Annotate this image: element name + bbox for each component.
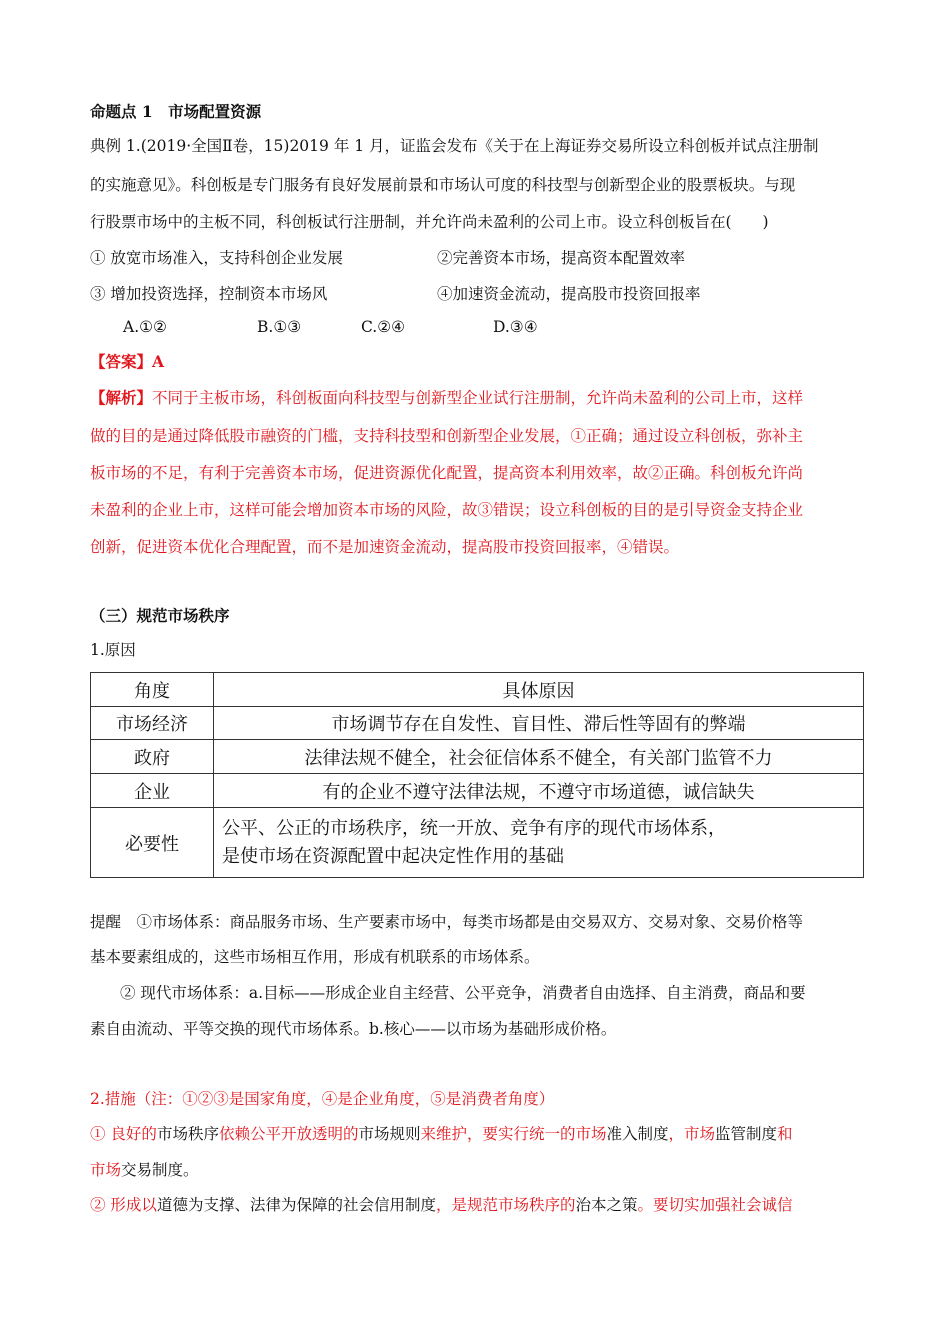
section-heading: 命题点 1 市场配置资源 bbox=[90, 102, 262, 121]
m1-part-3: 依赖公平开放透明的 bbox=[218, 1125, 359, 1143]
m1-part-9: 和 bbox=[777, 1125, 793, 1143]
m2-part-2: 道德为支撑、法律为保障的 bbox=[156, 1196, 343, 1214]
analysis-line-1-text: 不同于主板市场，科创板面向科技型与创新型企业试行注册制，允许尚未盈利的公司上市，这样 bbox=[152, 389, 804, 407]
row-label: 必要性 bbox=[91, 808, 214, 878]
analysis-line-2: 做的目的是通过降低股市融资的门槛，支持科技型和创新型企业发展，①正确；通过设立科创板，弥补主 bbox=[90, 427, 804, 445]
m1-part-7: ，市场 bbox=[668, 1125, 716, 1143]
measure-1-line-1 bbox=[90, 1124, 865, 1144]
necessity-line-2: 是使市场在资源配置中起决定性作用的基础 bbox=[222, 845, 564, 867]
answer: 【答案】A bbox=[90, 352, 165, 371]
statement-3: ③ 增加投资选择，控制资本市场风 bbox=[90, 285, 328, 303]
example-line-2: 的实施意见》。科创板是专门服务有良好发展前景和市场认可度的科技型与创新型企业的股票板块。与现 bbox=[90, 176, 796, 194]
m2-part-7: 。要切实加强社会诚信 bbox=[637, 1196, 793, 1214]
analysis-line-5: 创新，促进资本优化合理配置，而不是加速资金流动，提高股市投资回报率，④错误。 bbox=[90, 538, 680, 556]
m1-line2-b: 交易制度。 bbox=[121, 1161, 199, 1179]
option-d: D.③④ bbox=[493, 318, 538, 336]
option-b: B.①③ bbox=[257, 318, 302, 336]
necessity-line-1: 公平、公正的市场秩序，统一开放、竞争有序的现代市场体系， bbox=[222, 817, 726, 839]
table-row bbox=[91, 808, 864, 878]
m1-line2-a: 市场 bbox=[90, 1161, 122, 1179]
measure-1-line-2 bbox=[90, 1160, 865, 1180]
m1-part-5: 来维护，要实行统一的市场 bbox=[420, 1125, 607, 1143]
table-row bbox=[91, 740, 864, 774]
m1-part-1: ① 良好的 bbox=[90, 1125, 157, 1143]
example-line-3 bbox=[90, 212, 865, 232]
measures-title: 2.措施（注：①②③是国家角度，④是企业角度，⑤是消费者角度） bbox=[90, 1090, 555, 1108]
table-row bbox=[91, 774, 864, 808]
analysis-line-1 bbox=[90, 388, 865, 408]
table-row bbox=[91, 707, 864, 740]
row-label: 企业 bbox=[91, 774, 214, 808]
analysis-label: 【解析】 bbox=[90, 388, 153, 407]
statement-1: ① 放宽市场准入，支持科创企业发展 bbox=[90, 249, 343, 267]
example-line-3-text: 行股票市场中的主板不同，科创板试行注册制，并允许尚未盈利的公司上市。设立科创板旨在( ) bbox=[90, 213, 769, 231]
reasons-subheading: 1.原因 bbox=[90, 641, 136, 659]
header-cell-angle: 角度 bbox=[91, 673, 214, 707]
table-header-row bbox=[91, 673, 864, 707]
section-3-heading: （三）规范市场秩序 bbox=[90, 606, 230, 625]
row-text: 法律法规不健全，社会征信体系不健全，有关部门监管不力 bbox=[214, 740, 864, 774]
m1-part-6: 准入制度 bbox=[606, 1125, 669, 1143]
option-a: A.①② bbox=[123, 318, 167, 336]
m2-part-4: 社会信用制度 bbox=[342, 1196, 436, 1214]
reminder-line-1: 提醒 ①市场体系：商品服务市场、生产要素市场中，每类市场都是由交易双方、交易对象、交易价格等 bbox=[90, 913, 804, 931]
row-label: 政府 bbox=[91, 740, 214, 774]
reminder-line-4: 素自由流动、平等交换的现代市场体系。b.核心——以市场为基础形成价格。 bbox=[90, 1020, 617, 1038]
m2-part-6: 治本之策 bbox=[575, 1196, 638, 1214]
m1-part-4: 市场规则 bbox=[358, 1125, 421, 1143]
measure-2-line-1 bbox=[90, 1195, 865, 1215]
statement-4: ④加速资金流动，提高股市投资回报率 bbox=[437, 285, 701, 303]
reasons-table bbox=[90, 672, 864, 878]
analysis-line-4: 未盈利的企业上市，这样可能会增加资本市场的风险，故③错误；设立科创板的目的是引导资金支持企业 bbox=[90, 501, 804, 519]
row-label: 市场经济 bbox=[91, 707, 214, 740]
row-text: 市场调节存在自发性、盲目性、滞后性等固有的弊端 bbox=[214, 707, 864, 740]
analysis-line-3: 板市场的不足，有利于完善资本市场，促进资源优化配置，提高资本利用效率，故②正确。科创板允许尚 bbox=[90, 464, 804, 482]
option-c: C.②④ bbox=[361, 318, 406, 336]
example-line-1: 典例 1.(2019·全国Ⅱ卷，15)2019 年 1 月，证监会发布《关于在上海证券交易所设立科创板并试点注册制 bbox=[90, 137, 819, 155]
m1-part-2: 市场秩序 bbox=[156, 1125, 219, 1143]
reminder-line-3: ② 现代市场体系：a.目标——形成企业自主经营、公平竞争，消费者自由选择、自主消费，商品和要 bbox=[120, 984, 806, 1002]
header-cell-reason: 具体原因 bbox=[214, 673, 864, 707]
reminder-line-2: 基本要素组成的，这些市场相互作用，形成有机联系的市场体系。 bbox=[90, 948, 540, 966]
m1-part-8: 监管制度 bbox=[715, 1125, 778, 1143]
row-text: 有的企业不遵守法律法规，不遵守市场道德，诚信缺失 bbox=[214, 774, 864, 808]
statement-2: ②完善资本市场，提高资本配置效率 bbox=[437, 249, 686, 267]
m2-part-1: ② 形成以 bbox=[90, 1196, 157, 1214]
m2-part-5: ，是规范市场秩序的 bbox=[435, 1196, 576, 1214]
row-text bbox=[214, 808, 864, 878]
